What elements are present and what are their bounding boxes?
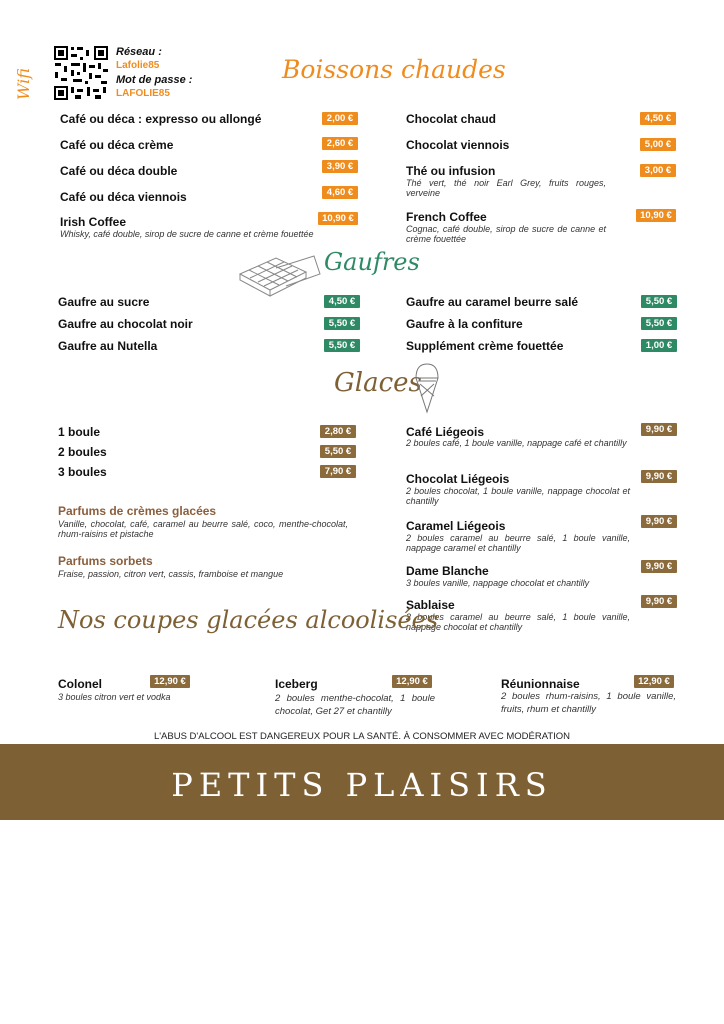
- menu-item-desc: 2 boules chocolat, 1 boule vanille, nappage chocolat et chantilly: [406, 486, 630, 506]
- menu-item-name: Chocolat Liégeois: [406, 472, 510, 486]
- menu-item-desc: 2 boules caramel au beurre salé, 1 boule vanille, nappage caramel et chantilly: [406, 533, 630, 553]
- menu-item-desc: 2 boules café, 1 boule vanille, nappage café et chantilly: [406, 438, 627, 448]
- price-badge: 5,50 €: [324, 317, 360, 330]
- menu-item-name: Réunionnaise: [501, 677, 580, 691]
- price-badge: 2,00 €: [322, 112, 358, 125]
- menu-item-name: Dame Blanche: [406, 564, 489, 578]
- menu-item-name: Chocolat chaud: [406, 112, 497, 126]
- menu-item-desc: Cognac, café double, sirop de sucre de canne et crème fouettée: [406, 224, 606, 244]
- price-badge: 9,90 €: [641, 470, 677, 483]
- price-badge: 9,90 €: [641, 595, 677, 608]
- price-badge: 4,60 €: [322, 186, 358, 199]
- menu-item-name: Iceberg: [275, 677, 318, 691]
- menu-item-desc: 3 boules vanille, nappage chocolat et chantilly: [406, 578, 590, 588]
- price-badge: 5,00 €: [640, 138, 676, 151]
- parfums-cremes-list: Vanille, chocolat, café, caramel au beurre salé, coco, menthe-chocolat, rhum-raisins et pistache: [58, 519, 348, 539]
- menu-item-name: Sablaise: [406, 598, 455, 612]
- menu-item-name: Thé ou infusion: [406, 164, 496, 178]
- menu-item-name: Gaufre au Nutella: [58, 339, 158, 353]
- menu-item-desc: 2 boules menthe-chocolat, 1 boule chocolat, Get 27 et chantilly: [275, 693, 435, 717]
- menu-item-name: Supplément crème fouettée: [406, 339, 564, 353]
- parfums-sorbets-title: Parfums sorbets: [58, 554, 153, 568]
- menu-item-name: 1 boule: [58, 425, 101, 439]
- menu-item-name: 2 boules: [58, 445, 107, 459]
- price-badge: 2,60 €: [322, 137, 358, 150]
- parfums-sorbets-list: Fraise, passion, citron vert, cassis, framboise et mangue: [58, 569, 284, 579]
- price-badge: 5,50 €: [324, 339, 360, 352]
- menu-item-desc: Whisky, café double, sirop de sucre de canne et crème fouettée: [60, 229, 314, 239]
- price-badge: 10,90 €: [636, 209, 676, 222]
- menu-item-name: Caramel Liégeois: [406, 519, 506, 533]
- menu-item-name: 3 boules: [58, 465, 107, 479]
- wifi-script: Wifi: [14, 68, 33, 100]
- price-badge: 2,80 €: [320, 425, 356, 438]
- banner-title: PETITS PLAISIRS: [171, 766, 553, 804]
- price-badge: 10,90 €: [318, 212, 358, 225]
- menu-item-name: Café Liégeois: [406, 425, 485, 439]
- menu-item-name: Gaufre au chocolat noir: [58, 317, 193, 331]
- price-badge: 12,90 €: [150, 675, 190, 688]
- price-badge: 5,50 €: [641, 317, 677, 330]
- price-badge: 7,90 €: [320, 465, 356, 478]
- menu-item-desc: 2 boules caramel au beurre salé, 1 boule vanille, nappage chocolat et chantilly: [406, 612, 630, 632]
- menu-item-name: Irish Coffee: [60, 215, 127, 229]
- coupes-title: Nos coupes glacées alcoolisées: [58, 606, 439, 634]
- menu-item-name: French Coffee: [406, 210, 487, 224]
- petits-plaisirs-banner: [0, 744, 724, 820]
- menu-item-name: Gaufre à la confiture: [406, 317, 523, 331]
- price-badge: 1,00 €: [641, 339, 677, 352]
- price-badge: 5,50 €: [320, 445, 356, 458]
- menu-item-name: Café ou déca double: [60, 164, 178, 178]
- menu-item-name: Gaufre au sucre: [58, 295, 150, 309]
- menu-item-name: Gaufre au caramel beurre salé: [406, 295, 579, 309]
- network-label: Réseau :: [116, 46, 162, 58]
- price-badge: 12,90 €: [392, 675, 432, 688]
- menu-item-desc: 3 boules citron vert et vodka: [58, 692, 171, 702]
- password-value: LAFOLIE85: [116, 88, 170, 99]
- glaces-title: Glaces: [334, 368, 422, 398]
- ice-cream-cone-icon: [412, 362, 442, 414]
- boissons-title: Boissons chaudes: [282, 55, 506, 84]
- network-value: Lafolie85: [116, 60, 160, 71]
- price-badge: 5,50 €: [641, 295, 677, 308]
- price-badge: 9,90 €: [641, 560, 677, 573]
- price-badge: 4,50 €: [640, 112, 676, 125]
- menu-item-name: Café ou déca : expresso ou allongé: [60, 112, 262, 126]
- menu-item-name: Chocolat viennois: [406, 138, 510, 152]
- price-badge: 4,50 €: [324, 295, 360, 308]
- menu-item-desc: 2 boules rhum-raisins, 1 boule vanille, fruits, rhum et chantilly: [501, 691, 676, 715]
- password-label: Mot de passe :: [116, 74, 193, 86]
- price-badge: 3,90 €: [322, 160, 358, 173]
- menu-item-desc: Thé vert, thé noir Earl Grey, fruits rouges, verveine: [406, 178, 606, 198]
- gaufres-title: Gaufres: [324, 248, 420, 276]
- price-badge: 9,90 €: [641, 515, 677, 528]
- price-badge: 3,00 €: [640, 164, 676, 177]
- price-badge: 12,90 €: [634, 675, 674, 688]
- qr-code: [53, 45, 109, 101]
- menu-item-name: Café ou déca crème: [60, 138, 174, 152]
- price-badge: 9,90 €: [641, 423, 677, 436]
- parfums-cremes-title: Parfums de crèmes glacées: [58, 504, 217, 518]
- menu-item-name: Colonel: [58, 677, 102, 691]
- waffle-illustration: [236, 252, 322, 298]
- menu-item-name: Café ou déca viennois: [60, 190, 187, 204]
- alcohol-warning: L'ABUS D'ALCOOL EST DANGEREUX POUR LA SANTÉ. À CONSOMMER AVEC MODÉRATION: [153, 731, 571, 742]
